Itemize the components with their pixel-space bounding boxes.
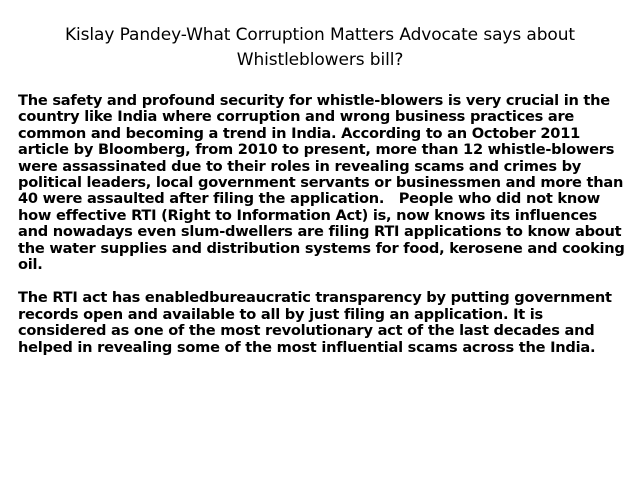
slide-body <box>18 93 628 356</box>
body-paragraph-2: The RTI act has enabledbureaucratic transparency by putting government records open and available to all by just filing an application. It is considered as one of the most revolutionary act of the last decades and helped in revealing some of the most influential scams across the India. <box>18 289 617 356</box>
body-paragraph-1: The safety and profound security for whistle-blowers is very crucial in the country like India where corruption and wrong business practices are common and becoming a trend in India. According to an October 2011 article by Bloomberg, from 2010 to present, more than 12 whistle-blowers were assassinated due to their roles in revealing scams and crimes by political leaders, local government servants or businessmen and more than 40 were assaulted after filing the application. People who did not know how effective RTI (Right to Information Act) is, now knows its influences and nowadays even slum-dwellers are filing RTI applications to know about the water supplies and distribution systems for food, kerosene and cooking oil. <box>18 92 630 274</box>
slide-title: Kislay Pandey-What Corruption Matters Advocate says about Whistleblowers bill? <box>65 25 575 71</box>
